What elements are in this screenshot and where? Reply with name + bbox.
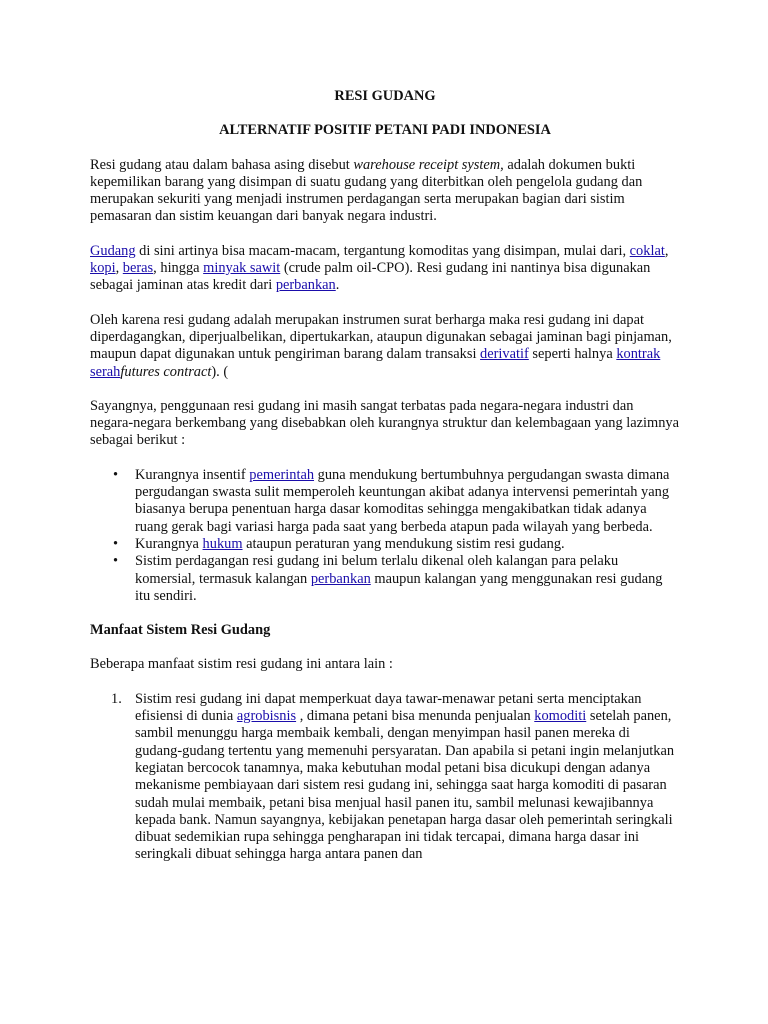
paragraph-instrumen: Oleh karena resi gudang adalah merupakan instrumen surat berharga maka resi gudang ini dapat diperdagangkan, diperjualbelikan, dipertukarkan, ataupun digunakan sebagai jaminan bagi pinjaman, maupun dapat digunakan untuk pengiriman barang dalam transaksi derivatif seperti halnya kontrak serahfutures contract). ( (90, 311, 672, 380)
paragraph-manfaat: Beberapa manfaat sistim resi gudang ini antara lain : (90, 656, 393, 673)
link-perbankan-2[interactable]: perbankan (310, 570, 371, 587)
link-perbankan[interactable]: perbankan (275, 277, 336, 294)
document-title: RESI GUDANG (334, 88, 436, 104)
section-heading: Manfaat Sistem Resi Gudang (90, 622, 271, 639)
emphasis-text: warehouse receipt system, (353, 156, 504, 173)
link-gudang[interactable]: Gudang (90, 242, 136, 259)
link-minyak-sawit[interactable]: minyak sawit (203, 260, 281, 277)
link-komoditi[interactable]: komoditi (534, 708, 587, 725)
paragraph-intro: Resi gudang atau dalam bahasa asing disebut warehouse receipt system, adalah dokumen bukti kepemilikan barang yang disimpan di suatu gudang yang diterbitkan oleh pengelola gudang dan merupakan sekuriti yang menjadi instrumen perdagangan serta merupakan bagian dari sistim pemasaran dan sistim keuangan dari banyak negara industri. (90, 156, 643, 225)
list-item: 1. Sistim resi gudang ini dapat memperkuat daya tawar-menawar petani serta menciptakan efisiensi di dunia agrobisnis , dimana petani bisa menunda penjualan komoditi setelah panen, sambil menunggu harga membaik kembali, dengan menyimpan hasil panen mereka di gudang-gudang tertentu yang memenuhi persyaratan. Dan apabila si petani ingin melanjutkan kegiatan bercocok tanamnya, maka kebutuhan modal petani bisa dicukupi dengan adanya mekanisme pembiayaan dari sistem resi gudang ini, sehingga saat harga komoditi di pasaran sudah mulai membaik, petani bisa menjual hasil panen itu, sambil melunasi kewajibannya kepada bank. Namun sayangnya, kebijakan penetapan harga dasar oleh pemerintah seringkali dibuat sedemikian rupa sehingga pengharapan ini tidak tercapai, dimana harga dasar ini seringkali dibuat sehingga harga antara panen dan (111, 690, 675, 863)
list-item: • Kurangnya insentif pemerintah guna mendukung bertumbuhnya pergudangan swasta dimana pergudangan swasta sulit memperoleh keuntungan akibat adanya intervensi pemerintah yang biasanya berupa penentuan harga dasar komoditas sehingga mengakibatkan tidak adanya ruang gerak bagi variasi harga pada saat yang berbeda atapun pada wilayah yang berbeda. (90, 467, 680, 536)
link-coklat[interactable]: coklat (629, 242, 665, 259)
document-subtitle: ALTERNATIF POSITIF PETANI PADI INDONESIA (219, 122, 551, 139)
list-item: • Sistim perdagangan resi gudang ini belum terlalu dikenal oleh kalangan para pelaku komersial, termasuk kalangan perbankan maupun kalangan yang menggunakan resi gudang itu sendiri. (90, 553, 680, 605)
paragraph-sayangnya: Sayangnya, penggunaan resi gudang ini masih sangat terbatas pada negara-negara industri dan negara-negara berkembang yang disebabkan oleh kurangnya struktur dan kelembagaan yang lazimnya sebagai berikut : (90, 397, 679, 449)
link-pemerintah[interactable]: pemerintah (249, 466, 315, 483)
list-item: • Kurangnya hukum ataupun peraturan yang mendukung sistim resi gudang. (90, 536, 680, 553)
numbered-list (90, 691, 680, 864)
emphasis-text: futures contract (120, 363, 212, 380)
link-kontrak-serah[interactable]: kontrak serah (90, 346, 661, 380)
bullet-list (90, 467, 680, 605)
document-page (90, 88, 680, 864)
link-beras[interactable]: beras (122, 260, 154, 277)
link-derivatif[interactable]: derivatif (480, 346, 529, 363)
list-number: 1. (111, 690, 122, 707)
link-hukum[interactable]: hukum (202, 535, 243, 552)
link-kopi[interactable]: kopi (90, 260, 116, 277)
link-agrobisnis[interactable]: agrobisnis (236, 708, 297, 725)
paragraph-gudang: Gudang di sini artinya bisa macam-macam, tergantung komoditas yang disimpan, mulai dari, coklat, kopi, beras, hingga minyak sawit (crude palm oil-CPO). Resi gudang ini nantinya bisa digunakan sebagai jaminan atas kredit dari perbankan. (90, 242, 669, 294)
